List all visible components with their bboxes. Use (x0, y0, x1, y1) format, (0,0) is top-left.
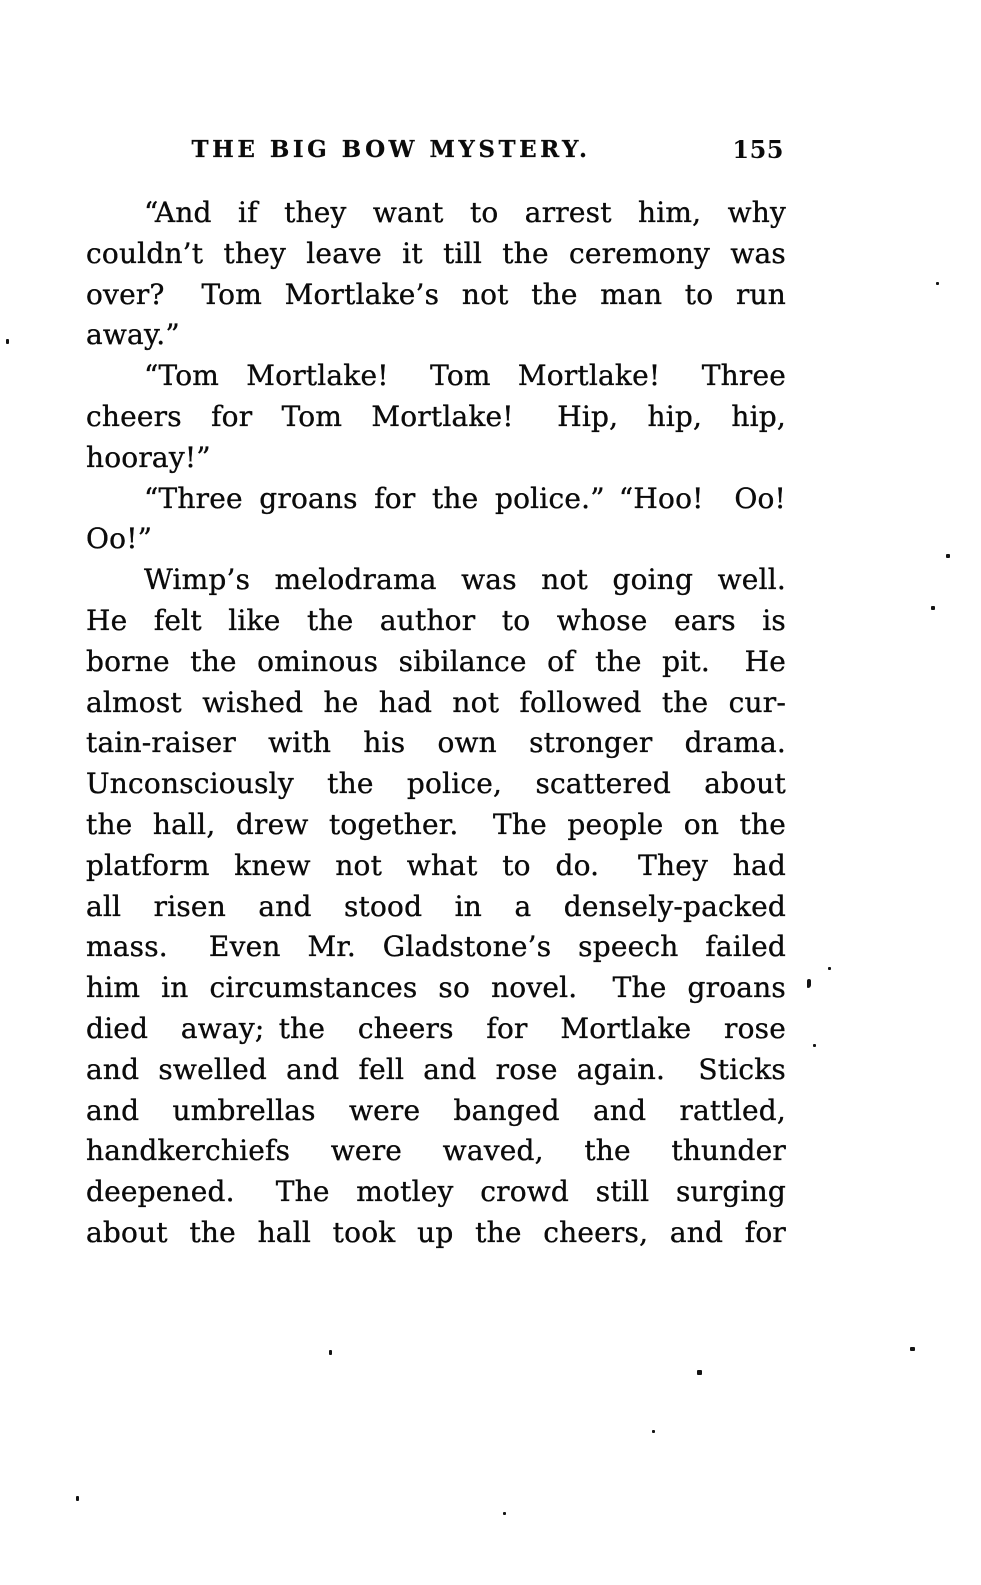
text-line: mass. Even Mr. Gladstone’s speech failed (86, 930, 786, 964)
text-line: Wimp’s melodrama was not going well. (144, 563, 786, 597)
text-line: couldn’t they leave it till the ceremony was (86, 236, 786, 270)
page-header (86, 136, 786, 168)
text-line: died away; the cheers for Mortlake rose (86, 1011, 786, 1045)
scan-speck (910, 1347, 915, 1351)
text-line: the hall, drew together. The people on the (86, 807, 786, 841)
text-line: cheers for Tom Mortlake! Hip, hip, hip, (86, 399, 786, 433)
scan-speck (503, 1512, 506, 1515)
text-line: Oo!” (86, 522, 153, 556)
running-title: THE BIG BOW MYSTERY. (191, 136, 591, 163)
text-line: and swelled and fell and rose again. Sticks (86, 1052, 786, 1086)
text-line: “And if they want to arrest him, why (144, 196, 786, 229)
scan-speck (329, 1350, 332, 1355)
text-line: hooray!” (86, 440, 211, 474)
text-line: He felt like the author to whose ears is (86, 603, 786, 637)
text-line: about the hall took up the cheers, and for (86, 1215, 786, 1249)
text-line: over? Tom Mortlake’s not the man to run (86, 277, 786, 311)
text-line: platform knew not what to do. They had (86, 848, 786, 882)
text-line: away.” (86, 318, 180, 352)
scan-speck (931, 606, 935, 610)
text-line: deepened. The motley crowd still surging (86, 1175, 786, 1209)
scan-speck (807, 979, 811, 988)
scan-speck (76, 1496, 79, 1501)
scan-speck (936, 282, 939, 285)
page-body (86, 193, 786, 1254)
text-line: Unconsciously the police, scattered about (86, 767, 786, 801)
scan-speck (828, 967, 831, 970)
scan-speck (652, 1430, 655, 1433)
page-number: 155 (732, 135, 784, 164)
scan-speck (946, 554, 950, 558)
text-line: borne the ominous sibilance of the pit. He (86, 644, 786, 678)
text-line: “Tom Mortlake! Tom Mortlake! Three (144, 359, 786, 393)
text-line: “Three groans for the police.” “Hoo! Oo! (144, 481, 786, 515)
text-line: him in circumstances so novel. The groans (86, 971, 786, 1005)
text-line: all risen and stood in a densely-packed (86, 889, 786, 923)
scan-speck (697, 1370, 702, 1375)
text-line: almost wished he had not followed the cur- (86, 685, 786, 719)
text-line: and umbrellas were banged and rattled, (86, 1093, 786, 1127)
text-line: tain-raiser with his own stronger drama. (86, 726, 786, 760)
text-line: handkerchiefs were waved, the thunder (86, 1134, 786, 1168)
scan-speck (813, 1044, 816, 1047)
scan-speck (6, 339, 9, 344)
